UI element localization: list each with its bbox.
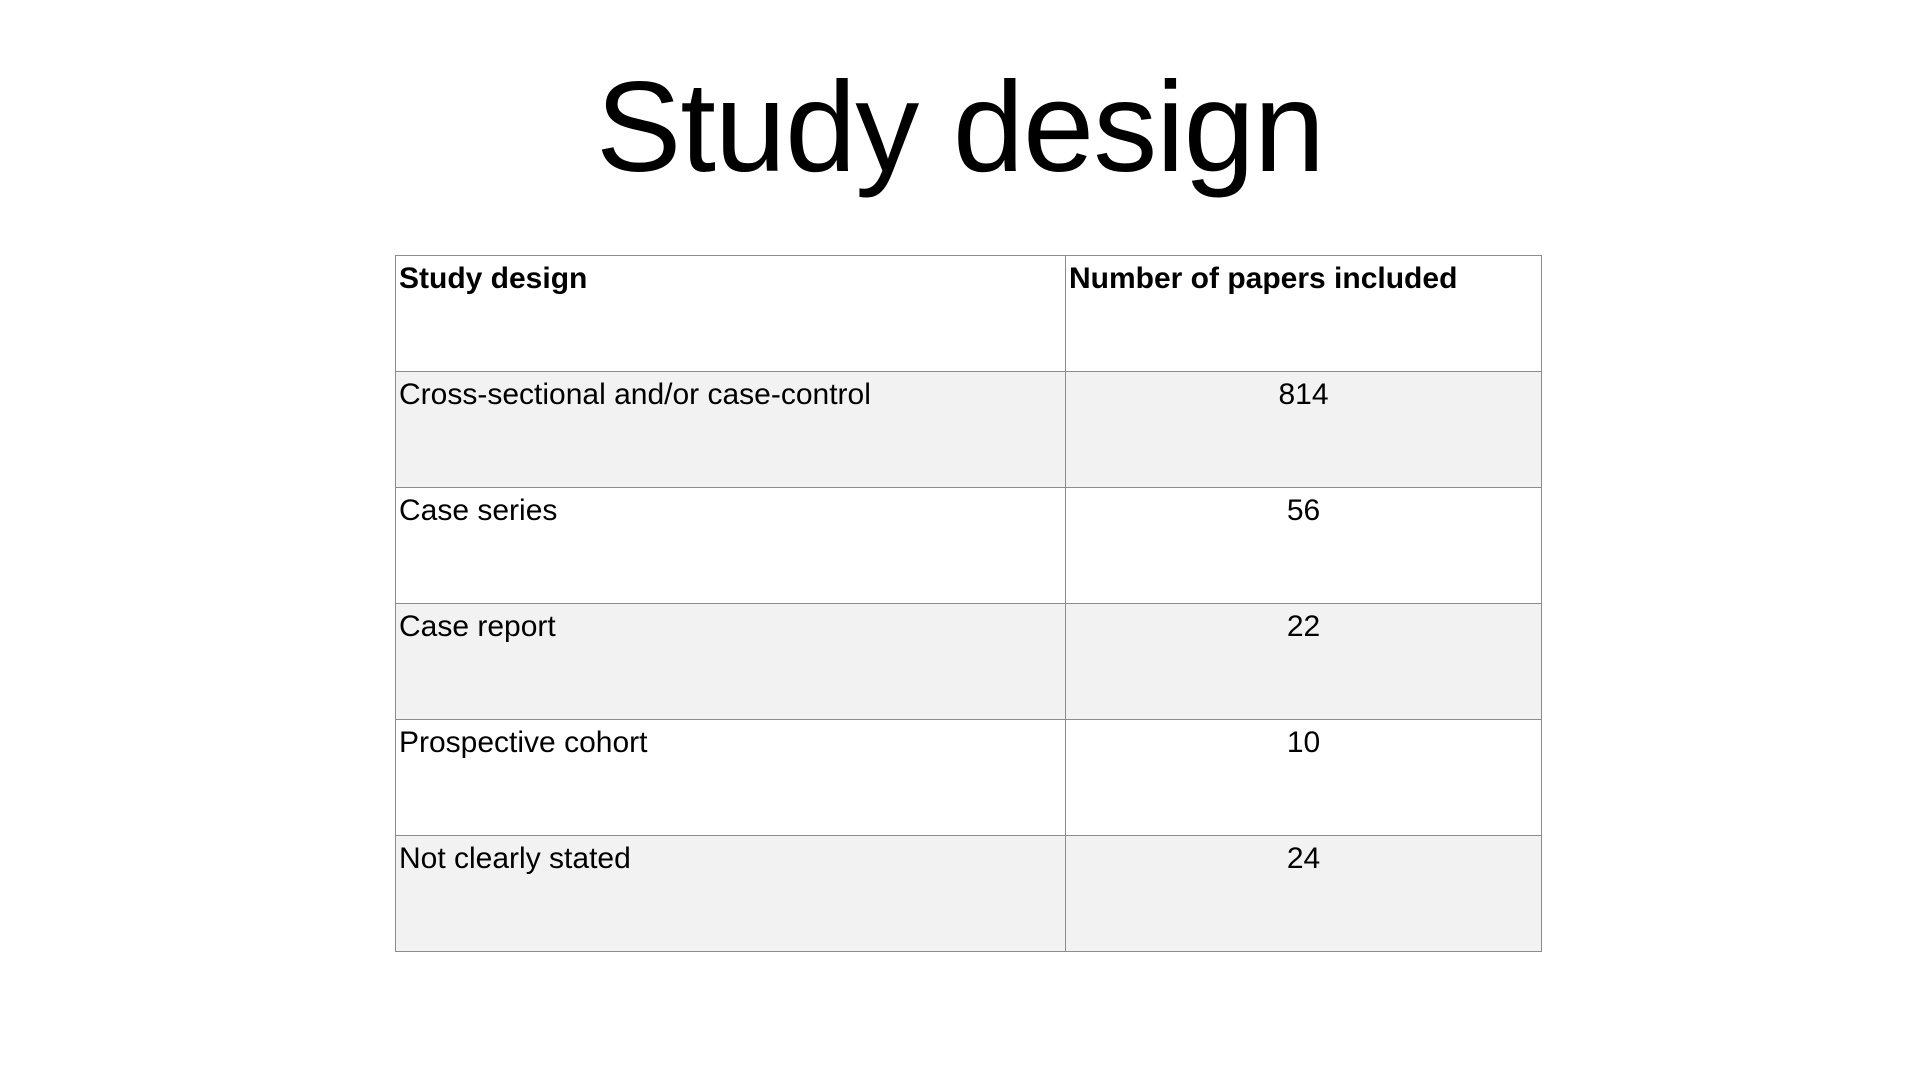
design-cell [396,488,1066,604]
table-header-row [396,256,1542,372]
design-label: Case report [399,610,556,643]
table-row [396,836,1542,952]
design-cell [396,604,1066,720]
design-label: Prospective cohort [399,726,648,759]
table-row [396,720,1542,836]
count-value: 10 [1286,726,1321,759]
count-cell [1066,720,1542,836]
design-cell [396,836,1066,952]
table-container [395,255,1542,952]
count-cell [1066,372,1542,488]
table-row [396,372,1542,488]
design-cell [396,372,1066,488]
study-design-table [395,255,1542,952]
count-cell [1066,604,1542,720]
header-study-design-label: Study design [399,262,588,295]
count-cell [1066,836,1542,952]
header-study-design [396,256,1066,372]
count-value: 814 [1278,378,1329,411]
table-row [396,488,1542,604]
table-row [396,604,1542,720]
slide-title: Study design [595,56,1325,199]
design-label: Cross-sectional and/or case-control [399,378,871,411]
count-value: 24 [1286,842,1321,875]
header-number-of-papers [1066,256,1542,372]
design-label: Not clearly stated [399,842,631,875]
count-value: 22 [1286,610,1321,643]
count-value: 56 [1286,494,1321,527]
count-cell [1066,488,1542,604]
design-label: Case series [399,494,558,527]
header-number-of-papers-label: Number of papers included [1069,262,1458,295]
design-cell [396,720,1066,836]
